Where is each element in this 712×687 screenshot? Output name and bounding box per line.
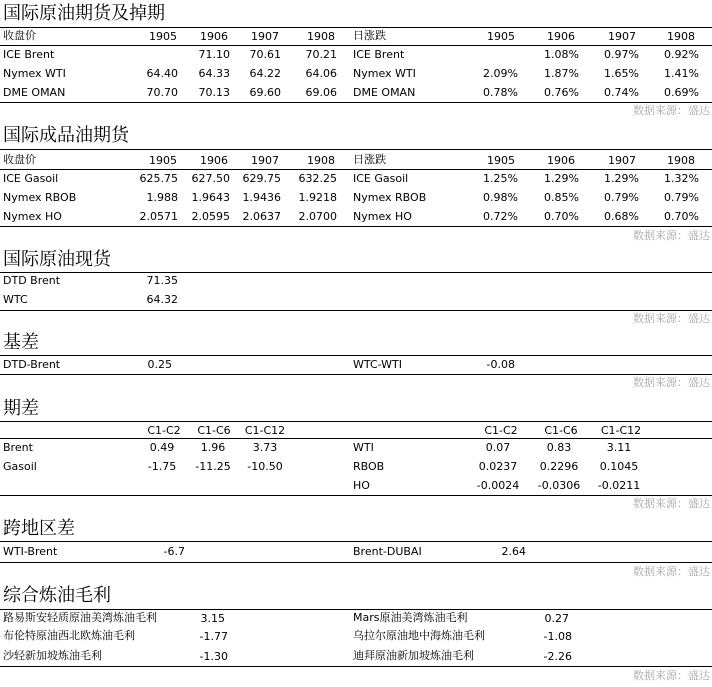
- change-value: 1.25%: [483, 172, 518, 185]
- margin-value: 3.15: [200, 612, 225, 625]
- month-header: 1905: [149, 30, 177, 43]
- month-header: 1908: [307, 30, 335, 43]
- margins-title: 综合炼油毛利: [3, 585, 111, 606]
- divider: [0, 102, 712, 103]
- row-label: Brent: [3, 441, 33, 454]
- row-label: DME OMAN: [3, 86, 66, 99]
- change-value: 0.79%: [664, 191, 699, 204]
- row-label: WTC: [3, 293, 28, 306]
- price-value: 71.10: [198, 48, 230, 61]
- source-note: 数据来源：盛达: [633, 229, 710, 242]
- row-label: Nymex HO: [3, 210, 62, 223]
- spread-value: 3.73: [252, 441, 278, 454]
- change-value: 0.74%: [604, 86, 639, 99]
- row-label: RBOB: [353, 460, 385, 473]
- source-note: 数据来源：盛达: [633, 565, 710, 578]
- spread-value: -1.75: [147, 460, 177, 473]
- price-value: 64.22: [249, 67, 281, 80]
- row-label: Mars原油美湾炼油毛利: [353, 611, 468, 624]
- spot-value: 71.35: [146, 274, 178, 287]
- source-note: 数据来源：盛达: [633, 312, 710, 325]
- month-header: 1908: [667, 154, 695, 167]
- divider: [0, 272, 712, 273]
- spread-header: C1-C12: [600, 424, 642, 437]
- right-header: 日涨跌: [353, 153, 386, 166]
- spread-value: 0.2296: [539, 460, 579, 473]
- row-label: 布伦特原油西北欧炼油毛利: [3, 629, 135, 642]
- price-value: 69.06: [305, 86, 337, 99]
- basis-value: 0.25: [147, 358, 172, 371]
- basis-title: 基差: [3, 332, 39, 353]
- row-label: Nymex WTI: [353, 67, 416, 80]
- divider: [0, 310, 712, 311]
- row-label: 乌拉尔原油地中海炼油毛利: [353, 629, 485, 642]
- margin-value: 0.27: [544, 612, 569, 625]
- source-note: 数据来源：盛达: [633, 376, 710, 389]
- change-value: 0.92%: [664, 48, 699, 61]
- source-note: 数据来源：盛达: [633, 669, 710, 682]
- products-title: 国际成品油期货: [3, 125, 129, 146]
- month-header: 1905: [149, 154, 177, 167]
- change-value: 0.76%: [544, 86, 579, 99]
- price-value: 64.06: [305, 67, 337, 80]
- source-note: 数据来源：盛达: [633, 497, 710, 510]
- spread-header: C1-C2: [484, 424, 518, 437]
- change-value: 0.98%: [483, 191, 518, 204]
- divider: [0, 149, 712, 150]
- basis-value: -0.08: [486, 358, 515, 371]
- row-label: WTI-Brent: [3, 545, 58, 558]
- row-label: DTD Brent: [3, 274, 61, 287]
- change-value: 1.87%: [544, 67, 579, 80]
- divider: [0, 45, 712, 46]
- price-value: 1.9643: [191, 191, 230, 204]
- change-value: 0.72%: [483, 210, 518, 223]
- spread-value: -0.0211: [597, 479, 641, 492]
- futures-title: 国际原油期货及掉期: [3, 3, 165, 24]
- spread-value: 3.11: [606, 441, 632, 454]
- price-value: 1.9218: [298, 191, 337, 204]
- spot-value: 64.32: [146, 293, 178, 306]
- spread-header: C1-C6: [544, 424, 578, 437]
- change-value: 1.29%: [604, 172, 639, 185]
- row-label: Gasoil: [3, 460, 37, 473]
- price-value: 2.0595: [191, 210, 230, 223]
- price-value: 632.25: [298, 172, 337, 185]
- row-label: Nymex RBOB: [3, 191, 77, 204]
- spread-value: -0.0306: [537, 479, 581, 492]
- month-header: 1908: [667, 30, 695, 43]
- change-value: 0.79%: [604, 191, 639, 204]
- row-label: HO: [353, 479, 370, 492]
- row-label: WTC-WTI: [353, 358, 402, 371]
- change-value: 0.78%: [483, 86, 518, 99]
- price-value: 70.21: [305, 48, 337, 61]
- row-label: Nymex HO: [353, 210, 412, 223]
- change-value: 1.41%: [664, 67, 699, 80]
- divider: [0, 226, 712, 227]
- row-label: 沙轻新加坡炼油毛利: [3, 649, 102, 662]
- spread-value: 0.07: [485, 441, 511, 454]
- change-value: 1.29%: [544, 172, 579, 185]
- left-header: 收盘价: [3, 153, 36, 166]
- spread-value: -10.50: [247, 460, 283, 473]
- row-label: 迪拜原油新加坡炼油毛利: [353, 649, 474, 662]
- spread-value: 0.0237: [478, 460, 518, 473]
- divider: [0, 169, 712, 170]
- price-value: 629.75: [242, 172, 281, 185]
- price-value: 70.70: [146, 86, 178, 99]
- month-header: 1905: [487, 154, 515, 167]
- price-value: 1.988: [146, 191, 178, 204]
- price-value: 627.50: [191, 172, 230, 185]
- price-value: 64.40: [146, 67, 178, 80]
- spread-value: 0.83: [546, 441, 572, 454]
- month-header: 1906: [547, 154, 575, 167]
- source-note: 数据来源：盛达: [633, 104, 710, 117]
- month-header: 1908: [307, 154, 335, 167]
- margin-value: -2.26: [543, 650, 572, 663]
- divider: [0, 562, 712, 563]
- price-value: 70.13: [198, 86, 230, 99]
- row-label: 路易斯安轻质原油美湾炼油毛利: [3, 611, 157, 624]
- cross-title: 跨地区差: [3, 518, 75, 539]
- right-header: 日涨跌: [353, 29, 386, 42]
- spread-header: C1-C12: [244, 424, 286, 437]
- row-label: ICE Brent: [3, 48, 55, 61]
- row-label: Nymex RBOB: [353, 191, 427, 204]
- divider: [0, 421, 712, 422]
- month-header: 1906: [547, 30, 575, 43]
- month-header: 1906: [200, 30, 228, 43]
- divider: [0, 355, 712, 356]
- spread-value: -0.0024: [476, 479, 520, 492]
- change-value: 1.32%: [664, 172, 699, 185]
- divider: [0, 374, 712, 375]
- margin-value: -1.77: [199, 630, 228, 643]
- month-header: 1907: [608, 154, 636, 167]
- spread-value: 0.49: [149, 441, 175, 454]
- spreads-title: 期差: [3, 398, 39, 419]
- price-value: 69.60: [249, 86, 281, 99]
- row-label: ICE Gasoil: [353, 172, 409, 185]
- divider: [0, 495, 712, 496]
- price-value: 2.0637: [242, 210, 281, 223]
- price-value: 64.33: [198, 67, 230, 80]
- row-label: DTD-Brent: [3, 358, 61, 371]
- spot-title: 国际原油现货: [3, 249, 111, 270]
- spread-header: C1-C6: [197, 424, 231, 437]
- month-header: 1907: [608, 30, 636, 43]
- change-value: 1.65%: [604, 67, 639, 80]
- price-value: 2.0700: [298, 210, 337, 223]
- divider: [0, 438, 712, 439]
- left-header: 收盘价: [3, 29, 36, 42]
- row-label: DME OMAN: [353, 86, 416, 99]
- row-label: Nymex WTI: [3, 67, 66, 80]
- row-label: WTI: [353, 441, 374, 454]
- change-value: 0.70%: [544, 210, 579, 223]
- change-value: 2.09%: [483, 67, 518, 80]
- month-header: 1905: [487, 30, 515, 43]
- price-value: 70.61: [249, 48, 281, 61]
- divider: [0, 666, 712, 667]
- change-value: 0.85%: [544, 191, 579, 204]
- cross-value: -6.7: [163, 545, 185, 558]
- row-label: Brent-DUBAI: [353, 545, 422, 558]
- spread-value: 1.96: [200, 441, 226, 454]
- month-header: 1907: [251, 154, 279, 167]
- spread-value: -11.25: [195, 460, 231, 473]
- margin-value: -1.30: [199, 650, 228, 663]
- month-header: 1907: [251, 30, 279, 43]
- price-value: 2.0571: [139, 210, 178, 223]
- row-label: ICE Brent: [353, 48, 405, 61]
- cross-value: 2.64: [501, 545, 526, 558]
- margin-value: -1.08: [543, 630, 572, 643]
- spread-header: C1-C2: [147, 424, 181, 437]
- price-value: 625.75: [139, 172, 178, 185]
- change-value: 0.69%: [664, 86, 699, 99]
- price-value: 1.9436: [242, 191, 281, 204]
- change-value: 0.97%: [604, 48, 639, 61]
- divider: [0, 541, 712, 542]
- change-value: 0.68%: [604, 210, 639, 223]
- change-value: 0.70%: [664, 210, 699, 223]
- month-header: 1906: [200, 154, 228, 167]
- row-label: ICE Gasoil: [3, 172, 59, 185]
- spread-value: 0.1045: [599, 460, 639, 473]
- change-value: 1.08%: [544, 48, 579, 61]
